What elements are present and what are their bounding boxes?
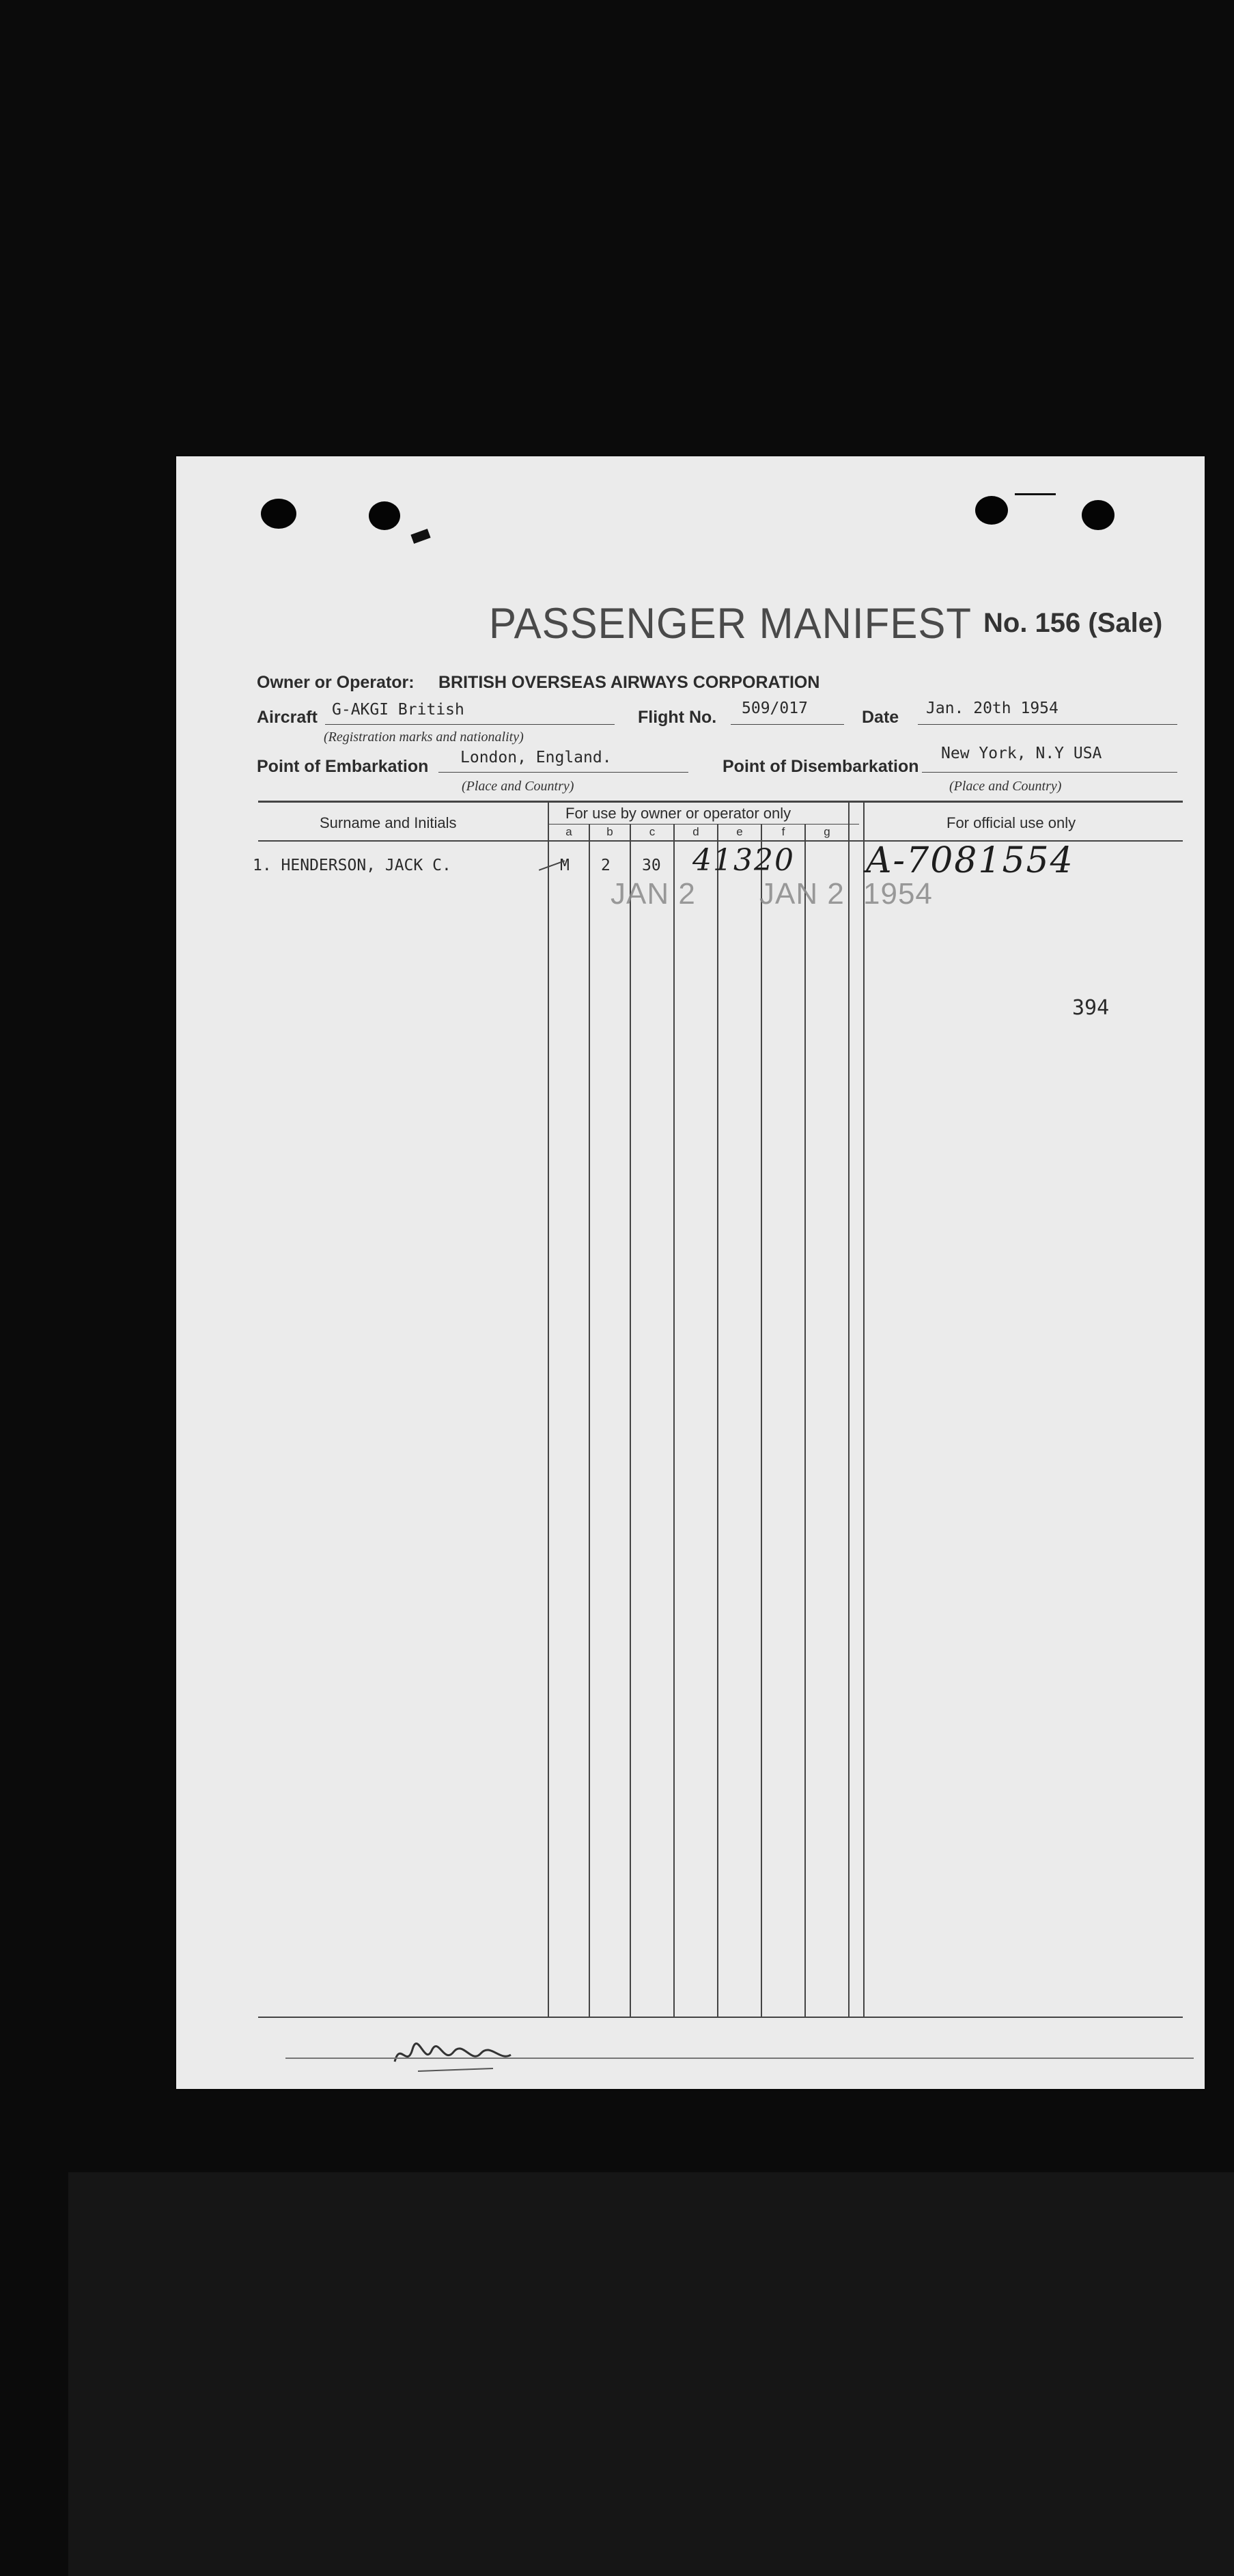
aircraft-label: Aircraft [257,708,318,727]
subcol-a: a [565,825,572,838]
subcol-c: c [649,825,656,838]
ink-speck [410,529,430,544]
owner-label: Owner or Operator: [257,673,415,692]
embarkation-underline [438,772,688,773]
owner-use-rule [549,824,859,825]
subcol-g: g [824,825,830,838]
flight-underline [731,724,844,725]
column-divider [863,802,865,2017]
column-divider [804,824,806,2017]
passenger-col-c: 30 [642,857,661,874]
entry-stamp-right: JAN 2 [759,877,845,911]
manifest-title: PASSENGER MANIFEST [489,599,972,648]
signature-scribble [391,2034,514,2075]
column-divider [761,824,762,2017]
header-owner-use: For use by owner or operator only [565,805,791,822]
column-divider [548,802,549,2017]
punch-hole-2 [369,501,400,530]
footer-rule [285,2058,1194,2059]
header-official: For official use only [946,814,1076,831]
official-number-handwritten: A-7081554 [866,840,1074,881]
flight-value: 509/017 [742,700,808,717]
column-divider [848,802,850,2017]
manifest-sheet [176,456,1205,2089]
flight-label: Flight No. [638,708,717,727]
aircraft-note: (Registration marks and nationality) [324,730,524,745]
punch-hole-1 [261,499,296,529]
date-value: Jan. 20th 1954 [926,700,1058,717]
date-label: Date [862,708,899,727]
column-divider [673,824,675,2017]
punch-hole-3 [975,496,1008,525]
page-number: 394 [1072,996,1110,1020]
table-bottom-rule [258,2017,1183,2018]
column-divider [589,824,590,2017]
passenger-col-a: M [560,857,570,874]
table-top-rule [258,801,1183,803]
disembarkation-underline [922,772,1177,773]
subcol-b: b [606,825,613,838]
subcol-d: d [692,825,699,838]
ink-speck [1015,493,1056,495]
entry-stamp-left: JAN 2 [611,877,696,911]
disembarkation-value: New York, N.Y USA [941,745,1102,762]
column-divider [717,824,718,2017]
aircraft-underline [325,724,615,725]
date-underline [918,724,1177,725]
disembarkation-label: Point of Disembarkation [723,757,919,776]
entry-stamp-year: 1954 [863,877,933,911]
embarkation-note: (Place and Country) [462,779,574,794]
passenger-col-b: 2 [601,857,611,874]
passenger-name: 1. HENDERSON, JACK C. [253,857,451,874]
embarkation-label: Point of Embarkation [257,757,429,776]
aircraft-value: G-AKGI British [332,701,464,719]
header-surname: Surname and Initials [320,814,457,831]
subcol-f: f [781,825,785,838]
punch-hole-4 [1082,500,1114,530]
embarkation-value: London, England. [460,749,612,766]
subcol-e: e [736,825,743,838]
background-band [68,2172,1234,2576]
passenger-col-d-handwritten: 41320 [692,843,795,878]
manifest-number: No. 156 (Sale) [983,608,1163,638]
disembarkation-note: (Place and Country) [949,779,1062,794]
owner-value: BRITISH OVERSEAS AIRWAYS CORPORATION [438,673,820,692]
column-divider [630,824,631,2017]
